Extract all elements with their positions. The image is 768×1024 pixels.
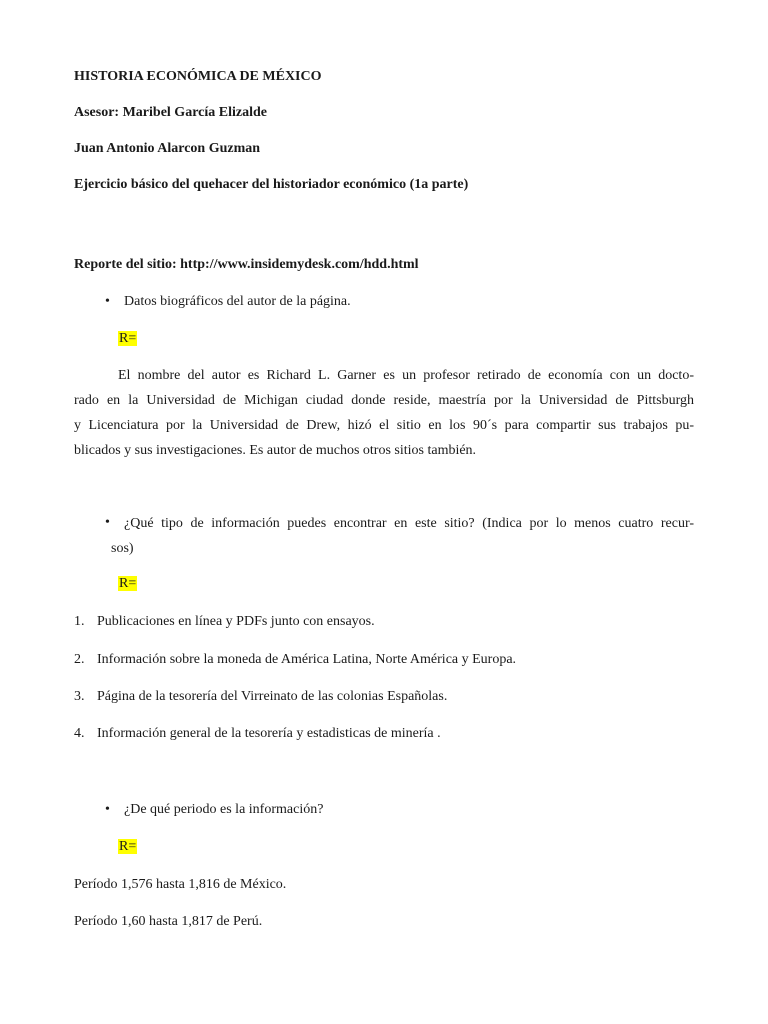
answer-label: R=	[119, 576, 137, 591]
bullet-icon: •	[105, 294, 110, 309]
advisor-line: Asesor: Maribel García Elizalde	[74, 105, 267, 120]
paragraph-line: y Licenciatura por la Universidad de Drew, hizó el sitio en los 90´s para compartir sus trabajos pu-	[74, 418, 694, 433]
list-item-number: 4.	[74, 726, 85, 741]
list-item-number: 2.	[74, 652, 85, 667]
list-item: Información sobre la moneda de América Latina, Norte América y Europa.	[97, 652, 517, 667]
biography-paragraph	[74, 363, 694, 463]
period-answer-mexico: Período 1,576 hasta 1,816 de México.	[74, 877, 287, 892]
list-item: Publicaciones en línea y PDFs junto con ensayos.	[97, 614, 375, 629]
question-line: ¿Qué tipo de información puedes encontrar en este sitio? (Indica por lo menos cuatro recur-	[124, 516, 694, 531]
report-heading: Reporte del sitio: http://www.insidemydesk.com/hdd.html	[74, 257, 419, 272]
answer-label: R=	[119, 839, 137, 854]
question-line: sos)	[111, 541, 134, 556]
paragraph-line: El nombre del autor es Richard L. Garner es un profesor retirado de economía con un docto-	[118, 368, 694, 383]
list-item: Página de la tesorería del Virreinato de las colonias Españolas.	[97, 689, 448, 704]
bullet-icon: •	[105, 515, 110, 530]
list-item: Información general de la tesorería y estadisticas de minería .	[97, 726, 441, 741]
bullet-icon: •	[105, 802, 110, 817]
document-title: HISTORIA ECONÓMICA DE MÉXICO	[74, 69, 322, 84]
paragraph-line: blicados y sus investigaciones. Es autor de muchos otros sitios también.	[74, 443, 477, 458]
assignment-title: Ejercicio básico del quehacer del historiador económico (1a parte)	[74, 177, 469, 192]
period-answer-peru: Período 1,60 hasta 1,817 de Perú.	[74, 914, 263, 929]
question-information-types	[111, 511, 694, 561]
list-item-number: 1.	[74, 614, 85, 629]
answer-label: R=	[119, 331, 137, 346]
list-item-number: 3.	[74, 689, 85, 704]
student-name: Juan Antonio Alarcon Guzman	[74, 141, 261, 156]
question-period: ¿De qué periodo es la información?	[124, 802, 324, 817]
paragraph-line: rado en la Universidad de Michigan ciudad donde reside, maestría por la Universidad de Pittsburgh	[74, 393, 694, 408]
question-biography: Datos biográficos del autor de la página.	[124, 294, 351, 309]
